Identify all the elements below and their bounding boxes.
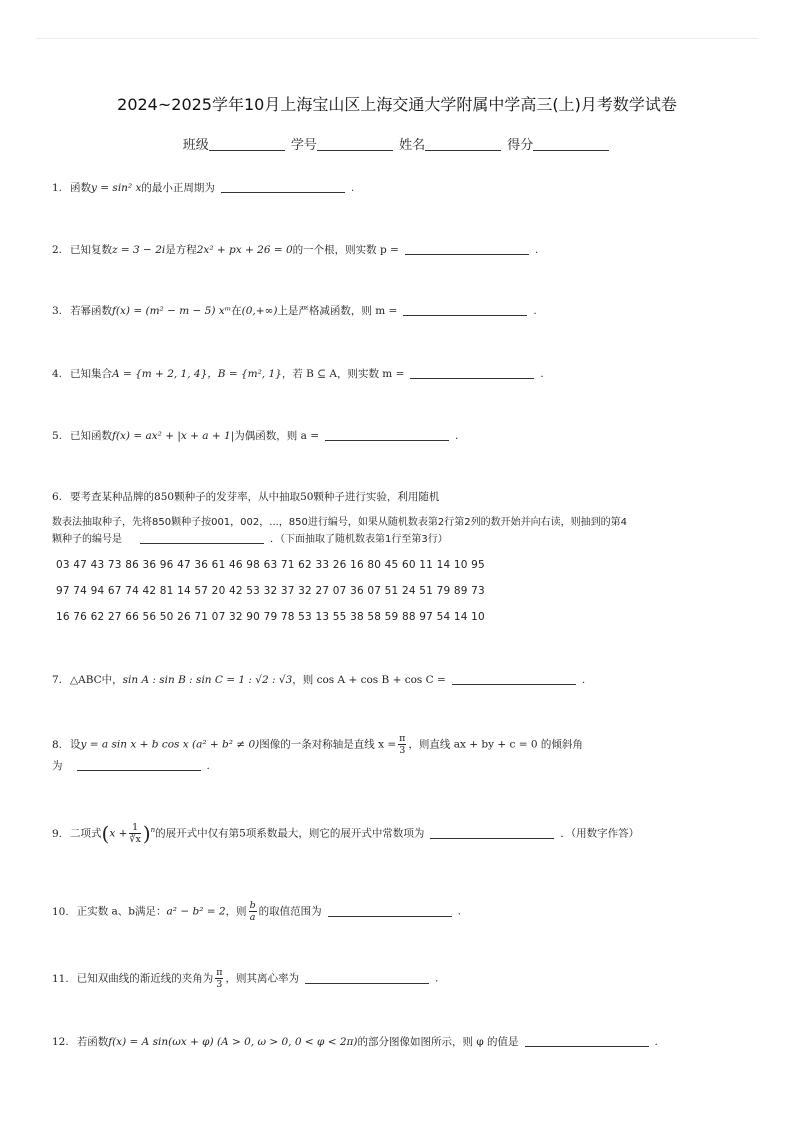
fraction: $\frac{\pi}{3}$ [216,967,223,990]
question-12: 12. 若函数f(x) = A sin(ωx + φ) (A > 0, ω > 0, 0 < φ < 2π)的部分图像如图所示，则 φ 的值是 . [52,1036,658,1048]
answer-blank[interactable] [525,1035,649,1047]
question-8: 8. 设y = a sin x + b cos x (a² + b² ≠ 0)图像的一条对称轴是直线 x = $\frac{\pi}{3}$ ，则直线 ax + by + c = 0 的倾斜角 [52,733,583,756]
answer-blank[interactable] [140,532,264,544]
field-score-label: 得分 [507,138,534,153]
answer-blank[interactable] [430,827,554,839]
field-id-blank[interactable] [317,137,393,151]
answer-blank[interactable] [221,181,345,193]
student-info-row [0,134,794,153]
question-8-line-2: 为 . [52,760,210,772]
random-table-row-1: 03 47 43 73 86 36 96 47 36 61 46 98 63 71 62 33 26 16 80 45 60 11 14 10 95 [56,559,485,571]
question-5: 5. 已知函数f(x) = ax² + |x + a + 1|为偶函数，则 a = . [52,430,459,442]
random-table-row-3: 16 76 62 27 66 56 50 26 71 07 32 90 79 78 53 13 55 38 58 59 88 97 54 14 10 [56,611,485,623]
answer-blank[interactable] [403,304,527,316]
question-7: 7. △ABC中，sin A : sin B : sin C = 1 : √2 : √3，则 cos A + cos B + cos C = . [52,674,586,686]
answer-blank[interactable] [305,972,429,984]
field-name-blank[interactable] [425,137,501,151]
random-table-row-2: 97 74 94 67 74 42 81 14 57 20 42 53 32 37 32 27 07 36 07 51 24 51 79 89 73 [56,585,485,597]
answer-blank[interactable] [77,759,201,771]
top-divider [36,38,758,39]
field-class-blank[interactable] [209,137,285,151]
question-6: 6. 要考查某种品牌的850颗种子的发芽率，从中抽取50颗种子进行实验，利用随机 [52,491,440,503]
fraction: $\frac{\pi}{3}$ [399,733,406,756]
field-name-label: 姓名 [399,138,426,153]
answer-blank[interactable] [325,429,449,441]
question-9: 9. 二项式(x + $\frac{1}{∛x}$ )$^n$的展开式中仅有第5项系数最大，则它的展开式中常数项为 ．（用数字作答） [52,821,640,846]
question-2: 2. 已知复数z = 3 − 2i是方程2x² + px + 26 = 0的一个根，则实数 p = . [52,244,539,256]
answer-blank[interactable] [328,905,452,917]
fraction: $\frac{b}{a}$ [249,900,256,923]
answer-blank[interactable] [410,367,534,379]
page-title: 2024~2025学年10月上海宝山区上海交通大学附属中学高三(上)月考数学试卷 [117,95,677,114]
field-id-label: 学号 [290,138,317,153]
question-3: 3. 若幂函数f(x) = (m² − m − 5) xᵐ在(0,+∞)上是严格减函数，则 m = . [52,305,537,317]
question-6-line-3: 颗种子的编号是 ．（下面抽取了随机数表第1行至第3行） [52,534,448,545]
answer-blank[interactable] [405,243,529,255]
question-10: 10. 正实数 a、b满足：a² − b² = 2，则 $\frac{b}{a}$ 的取值范围为 . [52,900,461,923]
question-1: 1. 函数y = sin² x的最小正周期为 . [52,182,355,194]
question-11: 11. 已知双曲线的渐近线的夹角为 $\frac{\pi}{3}$ ，则其离心率为 . [52,967,439,990]
question-4: 4. 已知集合A = {m + 2, 1, 4}，B = {m², 1}，若 B ⊆ A，则实数 m = . [52,368,544,380]
field-class-label: 班级 [182,138,209,153]
answer-blank[interactable] [452,673,576,685]
fraction: $\frac{1}{∛x}$ [129,822,141,845]
field-score-blank[interactable] [533,137,609,151]
question-6-line-2: 数表法抽取种子，先将850颗种子按001，002，...，850进行编号，如果从随机数表第2行第2列的数开始并向右读，则抽到的第4 [52,517,627,528]
